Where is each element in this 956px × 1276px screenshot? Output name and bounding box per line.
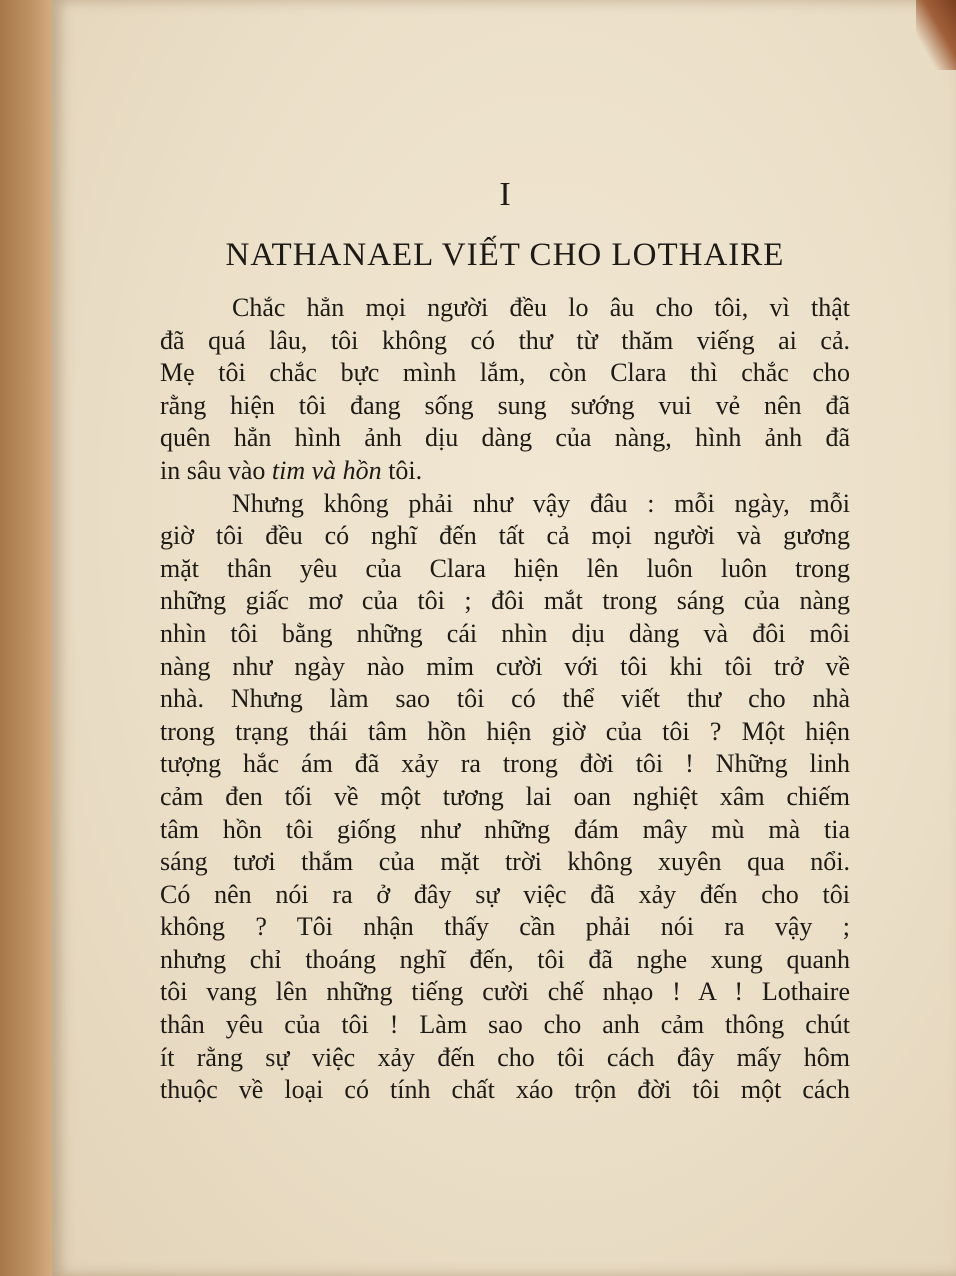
paragraph-1	[160, 292, 850, 488]
text-line: không ? Tôi nhận thấy cần phải nói ra vậy ;	[160, 912, 850, 942]
text-span: tôi.	[388, 455, 423, 485]
text-line: những giấc mơ của tôi ; đôi mắt trong sáng của nàng	[160, 586, 850, 616]
chapter-title: NATHANAEL VIẾT CHO LOTHAIRE	[225, 237, 785, 273]
text-line: thuộc về loại có tính chất xáo trộn đời tôi một cách	[160, 1075, 850, 1105]
italic-text: tim và hồn	[271, 455, 382, 485]
text-line: tượng hắc ám đã xảy ra trong đời tôi ! Những linh	[160, 749, 850, 779]
text-line: nhìn tôi bằng những cái nhìn dịu dàng và đôi môi	[160, 618, 850, 648]
text-line: ít rằng sự việc xảy đến cho tôi cách đây mấy hôm	[160, 1042, 850, 1072]
text-line: mặt thân yêu của Clara hiện lên luôn luôn trong	[160, 553, 850, 583]
text-line: nhà. Nhưng làm sao tôi có thể viết thư cho nhà	[160, 684, 850, 714]
text-line: sáng tươi thắm của mặt trời không xuyên qua nổi.	[160, 847, 850, 877]
text-line: Chắc hẳn mọi người đều lo âu cho tôi, vì thật	[232, 293, 850, 322]
text-line: đã quá lâu, tôi không có thư từ thăm viếng ai cả.	[160, 325, 850, 355]
text-line: Mẹ tôi chắc bực mình lắm, còn Clara thì chắc cho	[160, 358, 850, 388]
book-spine	[0, 0, 60, 1276]
text-line: cảm đen tối về một tương lai oan nghiệt xâm chiếm	[160, 781, 850, 811]
paragraph-2	[160, 488, 850, 1107]
text-line: rằng hiện tôi đang sống sung sướng vui vẻ nên đã	[160, 390, 850, 420]
chapter-number: I	[499, 176, 511, 213]
text-line: thân yêu của tôi ! Làm sao cho anh cảm thông chút	[160, 1010, 850, 1040]
text-line: quên hẳn hình ảnh dịu dàng của nàng, hình ảnh đã	[160, 423, 850, 453]
text-line: Nhưng không phải như vậy đâu : mỗi ngày, mỗi	[232, 488, 850, 518]
text-line: tâm hồn tôi giống như những đám mây mù mà tia	[160, 814, 850, 844]
text-line: tôi vang lên những tiếng cười chế nhạo ! A ! Lothaire	[160, 977, 850, 1007]
text-line: Có nên nói ra ở đây sự việc đã xảy đến cho tôi	[160, 879, 850, 909]
text-line: nàng như ngày nào mỉm cười với tôi khi tôi trở về	[160, 651, 850, 681]
text-span: in sâu vào	[160, 455, 266, 485]
page-content	[160, 170, 850, 1107]
text-line: trong trạng thái tâm hồn hiện giờ của tôi ? Một hiện	[160, 716, 850, 746]
page-corner-shadow	[916, 0, 956, 70]
text-line: nhưng chỉ thoáng nghĩ đến, tôi đã nghe xung quanh	[160, 944, 850, 974]
text-line-last	[160, 455, 850, 488]
text-line: giờ tôi đều có nghĩ đến tất cả mọi người và gương	[160, 521, 850, 551]
